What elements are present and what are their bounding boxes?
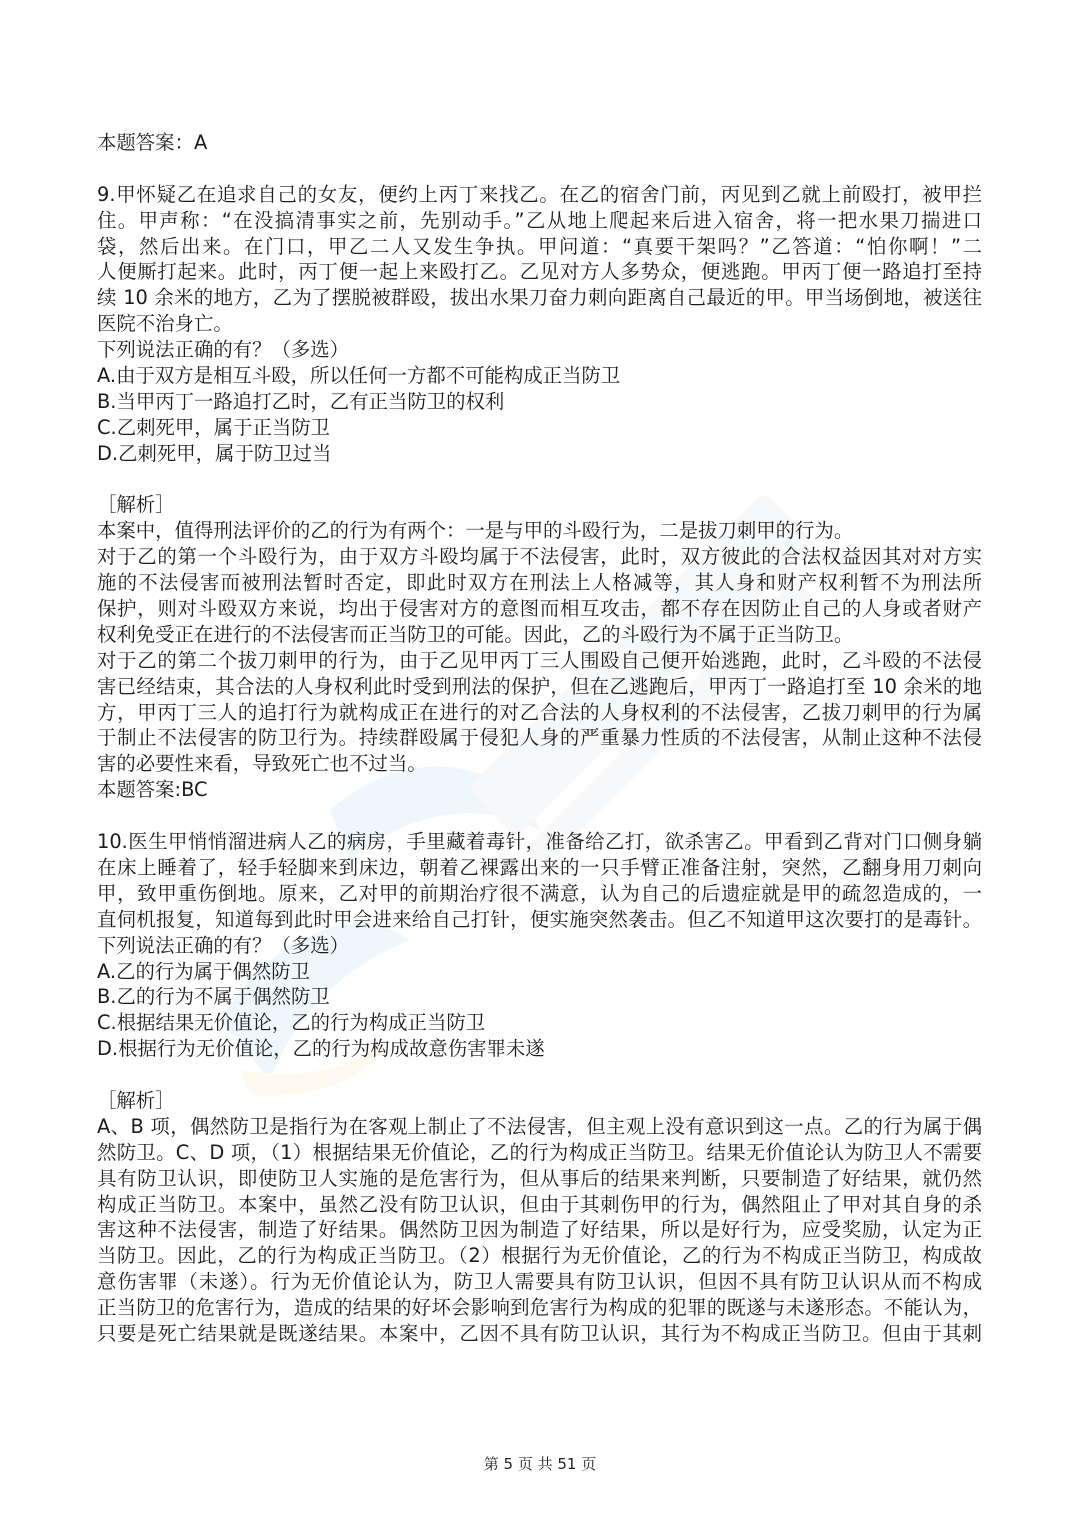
question-10-prompt: 下列说法正确的有？（多选） xyxy=(97,933,350,957)
analysis-line: 对于乙的第一个斗殴行为，由于双方斗殴均属于不法侵害，此时，双方彼此的合法权益因其对对方实 xyxy=(97,545,982,569)
analysis-line: 构成正当防卫。本案中，虽然乙没有防卫认识，但由于其刺伤甲的行为，偶然阻止了甲对其自身的杀 xyxy=(97,1192,982,1216)
analysis-line: 正当防卫的危害行为，造成的结果的好坏会影响到危害行为构成的犯罪的既遂与未遂形态。不能认为， xyxy=(97,1296,982,1320)
question-9-answer: 本题答案:BC xyxy=(97,778,208,802)
stem-line: 医院不治身亡。 xyxy=(97,312,233,336)
question-10-option-a: A.乙的行为属于偶然防卫 xyxy=(97,959,310,983)
analysis-line: 保护，则对斗殴双方来说，均出于侵害对方的意图而相互攻击，都不存在因防止自己的人身或者财产 xyxy=(97,597,982,621)
page-footer: 第 5 页 共 51 页 xyxy=(483,1455,597,1473)
analysis-line: 害已经结束，其合法的人身权利此时受到刑法的保护，但在乙逃跑后，甲丙丁一路追打至 10 余米的地 xyxy=(97,674,982,698)
stem-line: 10.医生甲悄悄溜进病人乙的病房，手里藏着毒针，准备给乙打，欲杀害乙。甲看到乙背对门口侧身躺 xyxy=(97,830,982,854)
analysis-line: 于制止不法侵害的防卫行为。持续群殴属于侵犯人身的严重暴力性质的不法侵害，从制止这种不法侵 xyxy=(97,726,982,750)
question-9-option-c: C.乙刺死甲，属于正当防卫 xyxy=(97,415,330,439)
question-10-option-d: D.根据行为无价值论，乙的行为构成故意伤害罪未遂 xyxy=(97,1037,545,1061)
analysis-paragraph xyxy=(97,518,982,544)
analysis-line: 具有防卫认识，即使防卫人实施的是危害行为，但从事后的结果来判断，只要制造了好结果，就仍然 xyxy=(97,1166,982,1190)
analysis-paragraph xyxy=(97,1114,982,1347)
stem-line: 袋，然后出来。在门口，甲乙二人又发生争执。甲问道：“真要干架吗？”乙答道：“怕你啊！”二 xyxy=(97,234,982,258)
stem-line: 甲，致甲重伤倒地。原来，乙对甲的前期治疗很不满意，认为自己的后遗症就是甲的疏忽造成的，一 xyxy=(97,881,982,905)
stem-line: 直伺机报复，知道每到此时甲会进来给自己打针，便实施突然袭击。但乙不知道甲这次要打的是毒针。 xyxy=(97,907,982,931)
stem-line: 续 10 余米的地方，乙为了摆脱被群殴，拔出水果刀奋力刺向距离自己最近的甲。甲当场倒地，被送往 xyxy=(97,286,982,310)
question-10 xyxy=(97,829,982,1062)
analysis-heading: ［解析］ xyxy=(97,1088,175,1112)
analysis-line: 只要是死亡结果就是既遂结果。本案中，乙因不具有防卫认识，其行为不构成正当防卫。但由于其刺 xyxy=(97,1321,982,1345)
question-9-stem xyxy=(97,182,982,337)
analysis-line: 害的必要性来看，导致死亡也不过当。 xyxy=(97,752,427,776)
stem-line: 人便厮打起来。此时，丙丁便一起上来殴打乙。乙见对方人多势众，便逃跑。甲丙丁便一路追打至持 xyxy=(97,260,982,284)
analysis-line: 方，甲丙丁三人的追打行为就构成正在进行的对乙合法的人身权利的不法侵害，乙拔刀刺甲的行为属 xyxy=(97,700,982,724)
analysis-line: 权利免受正在进行的不法侵害而正当防卫的可能。因此，乙的斗殴行为不属于正当防卫。 xyxy=(97,622,854,646)
question-9 xyxy=(97,182,982,467)
question-9-option-d: D.乙刺死甲，属于防卫过当 xyxy=(97,441,332,465)
analysis-line: 对于乙的第二个拔刀刺甲的行为，由于乙见甲丙丁三人围殴自己便开始逃跑，此时，乙斗殴的不法侵 xyxy=(97,648,982,672)
analysis-line: A、B 项，偶然防卫是指行为在客观上制止了不法侵害，但主观上没有意识到这一点。乙的行为属于偶 xyxy=(97,1114,982,1138)
analysis-line: 本案中，值得刑法评价的乙的行为有两个：一是与甲的斗殴行为，二是拔刀刺甲的行为。 xyxy=(97,519,854,543)
analysis-line: 然防卫。C、D 项，（1）根据结果无价值论，乙的行为构成正当防卫。结果无价值论认为防卫人不需要 xyxy=(97,1140,982,1164)
analysis-line: 施的不法侵害而被刑法暂时否定，即此时双方在刑法上人格减等，其人身和财产权利暂不为刑法所 xyxy=(97,571,982,595)
previous-answer: 本题答案：A xyxy=(97,131,208,154)
stem-line: 9.甲怀疑乙在追求自己的女友，便约上丙丁来找乙。在乙的宿舍门前，丙见到乙就上前殴打，被甲拦 xyxy=(97,182,982,206)
analysis-paragraph xyxy=(97,544,982,648)
analysis-paragraph xyxy=(97,648,982,777)
analysis-line: 害这种不法侵害，制造了好结果。偶然防卫因为制造了好结果，所以是好行为，应受奖励，认定为正 xyxy=(97,1218,982,1242)
question-9-analysis xyxy=(97,492,982,803)
stem-line: 住。甲声称：“在没搞清事实之前，先别动手。”乙从地上爬起来后进入宿舍，将一把水果刀揣进口 xyxy=(97,208,982,232)
page-content xyxy=(97,130,982,1347)
question-9-prompt: 下列说法正确的有？（多选） xyxy=(97,338,350,362)
question-10-option-c: C.根据结果无价值论，乙的行为构成正当防卫 xyxy=(97,1011,486,1035)
stem-line: 在床上睡着了，轻手轻脚来到床边，朝着乙裸露出来的一只手臂正准备注射，突然，乙翻身用刀刺向 xyxy=(97,855,982,879)
analysis-heading: ［解析］ xyxy=(97,493,175,517)
question-10-option-b: B.乙的行为不属于偶然防卫 xyxy=(97,985,330,1009)
question-9-option-a: A.由于双方是相互斗殴，所以任何一方都不可能构成正当防卫 xyxy=(97,364,621,388)
analysis-line: 当防卫。因此，乙的行为构成正当防卫。（2）根据行为无价值论，乙的行为不构成正当防卫，构成故 xyxy=(97,1244,982,1268)
question-9-option-b: B.当甲丙丁一路追打乙时，乙有正当防卫的权利 xyxy=(97,389,505,413)
question-10-analysis xyxy=(97,1088,982,1347)
analysis-line: 意伤害罪（未遂）。行为无价值论认为，防卫人需要具有防卫认识，但因不具有防卫认识从而不构成 xyxy=(97,1270,982,1294)
question-10-stem xyxy=(97,829,982,933)
